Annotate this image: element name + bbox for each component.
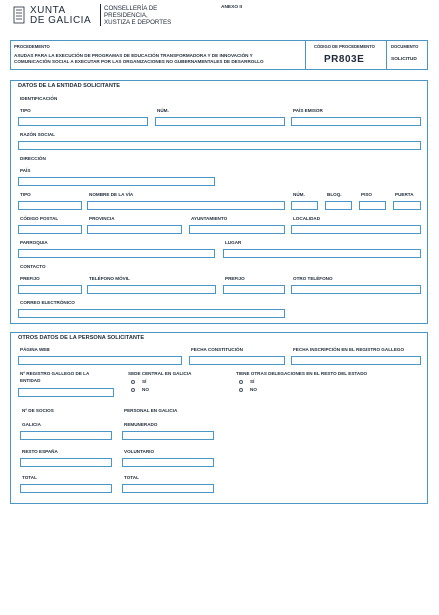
dept-line1: CONSELLERÍA DE (104, 5, 158, 12)
puerta-field[interactable] (393, 201, 421, 210)
puerta-label: PUERTA (395, 192, 414, 197)
ayuntamiento-label: AYUNTAMIENTO (191, 216, 228, 221)
sede-si-radio[interactable] (131, 380, 135, 384)
voluntario-label: VOLUNTARIO (124, 449, 155, 454)
entity-section-title: DATOS DE LA ENTIDAD SOLICITANTE (18, 83, 121, 89)
voluntario-field[interactable] (122, 458, 214, 467)
procedure-label: PROCEDEMENTO (14, 44, 50, 49)
pagina-web-label: PÁGINA WEB (20, 347, 50, 352)
remunerado-label: REMUNERADO (124, 422, 158, 427)
sede-si-label: SÍ (142, 379, 147, 384)
registro-field[interactable] (18, 388, 114, 397)
prefijo2-label: PREFIJO (225, 276, 245, 281)
codigo-postal-field[interactable] (18, 225, 82, 234)
localidad-field[interactable] (291, 225, 421, 234)
lugar-field[interactable] (223, 249, 421, 258)
delegaciones-no-label: NO (250, 387, 257, 392)
provincia-label: PROVINCIA (89, 216, 115, 221)
localidad-label: LOCALIDAD (293, 216, 321, 221)
header-divider (100, 4, 101, 26)
prefijo2-field[interactable] (223, 285, 285, 294)
codigo-postal-label: CÓDIGO POSTAL (20, 216, 59, 221)
pais-field[interactable] (18, 177, 215, 186)
registro-label-line1: Nº REGISTRO GALLEGO DE LA (20, 371, 90, 376)
total-personal-label: TOTAL (124, 475, 139, 480)
fecha-constitucion-label: FECHA CONSTITUCIÓN (191, 347, 243, 352)
procedure-divider-1 (305, 40, 306, 70)
fecha-inscripcion-field[interactable] (291, 356, 421, 365)
org-name-line1: XUNTA (30, 5, 66, 16)
tipo-field[interactable] (18, 117, 148, 126)
tipo-label: TIPO (20, 108, 31, 113)
procedure-code: PR803E (324, 54, 365, 65)
fecha-inscripcion-label: FECHA INSCRIPCIÓN EN EL REGISTRO GALLEGO (293, 347, 405, 352)
correo-label: CORREO ELECTRÓNICO (20, 300, 75, 305)
ayuntamiento-field[interactable] (189, 225, 285, 234)
pais-emisor-field[interactable] (291, 117, 421, 126)
tipo-via-label: TIPO (20, 192, 31, 197)
total-socios-field[interactable] (20, 484, 112, 493)
lugar-label: LUGAR (225, 240, 242, 245)
document-value: SOLICITUD (391, 57, 417, 62)
piso-label: PISO (361, 192, 372, 197)
pais-label: PAÍS (20, 168, 31, 173)
provincia-field[interactable] (87, 225, 182, 234)
bloque-label: BLOQ. (327, 192, 342, 197)
numero-label: NÚM. (293, 192, 305, 197)
identification-heading: IDENTIFICACIÓN (20, 96, 58, 101)
num-label: NÚM. (157, 108, 169, 113)
document-label: DOCUMENTO (391, 44, 419, 49)
direccion-heading: DIRECCIÓN (20, 156, 46, 161)
numero-field[interactable] (291, 201, 318, 210)
resto-espana-field[interactable] (20, 458, 112, 467)
delegaciones-si-radio[interactable] (239, 380, 243, 384)
piso-field[interactable] (359, 201, 386, 210)
num-field[interactable] (155, 117, 285, 126)
sede-no-radio[interactable] (131, 388, 135, 392)
parroquia-field[interactable] (18, 249, 215, 258)
nombre-via-field[interactable] (87, 201, 285, 210)
bloque-field[interactable] (325, 201, 352, 210)
num-socios-heading: Nº DE SOCIOS (22, 408, 54, 413)
delegaciones-si-label: SÍ (250, 379, 255, 384)
delegaciones-label: TIENE OTRAS DELEGACIONES EN EL RESTO DEL ESTADO (236, 371, 368, 376)
otro-telefono-label: OTRO TELÉFONO (293, 276, 333, 281)
galicia-label: GALICIA (22, 422, 41, 427)
prefijo-label: PREFIJO (20, 276, 40, 281)
sede-central-label: SEDE CENTRAL EN GALICIA (128, 371, 192, 376)
procedure-divider-2 (386, 40, 387, 70)
pais-emisor-label: PAÍS EMISOR (293, 108, 323, 113)
telefono-movil-field[interactable] (87, 285, 216, 294)
annex-label: ANEXO II (221, 5, 243, 10)
tipo-via-field[interactable] (18, 201, 82, 210)
razon-social-label: RAZÓN SOCIAL (20, 132, 55, 137)
telefono-movil-label: TELÉFONO MÓVIL (89, 276, 130, 281)
procedure-title-line2: COMUNICACIÓN SOCIAL A EXECUTAR POR LAS ORGANIZACIONES NO GUBERNAMENTALES DE DESARROLLO (14, 59, 264, 64)
sede-no-label: NO (142, 387, 149, 392)
nombre-via-label: NOMBRE DE LA VÍA (89, 192, 134, 197)
razon-social-field[interactable] (18, 141, 421, 150)
prefijo-field[interactable] (18, 285, 82, 294)
dept-line2: PRESIDENCIA, (104, 12, 148, 19)
delegaciones-no-radio[interactable] (239, 388, 243, 392)
otro-telefono-field[interactable] (291, 285, 421, 294)
procedure-title-line1: AXUDAS PARA LA EXECUCIÓN DE PROGRAMAS DE EDUCACIÓN TRANSFORMADORA Y DE INNOVACIÓN Y (14, 53, 253, 58)
total-socios-label: TOTAL (22, 475, 37, 480)
total-personal-field[interactable] (122, 484, 214, 493)
personal-galicia-heading: PERSONAL EN GALICIA (124, 408, 178, 413)
resto-espana-label: RESTO ESPAÑA (22, 449, 58, 454)
procedure-code-label: CÓDIGO DE PROCEDEMENTO (314, 44, 375, 49)
correo-field[interactable] (18, 309, 285, 318)
org-name-line2: DE GALICIA (30, 15, 92, 26)
dept-line3: XUSTIZA E DEPORTES (104, 19, 172, 26)
fecha-constitucion-field[interactable] (189, 356, 285, 365)
remunerado-field[interactable] (122, 431, 214, 440)
xunta-logo (13, 6, 25, 24)
pagina-web-field[interactable] (18, 356, 182, 365)
registro-label-line2: ENTIDAD (20, 378, 41, 383)
other-section-title: OTROS DATOS DE LA PERSONA SOLICITANTE (18, 335, 145, 341)
galicia-field[interactable] (20, 431, 112, 440)
parroquia-label: PARROQUIA (20, 240, 48, 245)
xunta-emblem-icon (13, 6, 25, 24)
contacto-heading: CONTACTO (20, 264, 46, 269)
